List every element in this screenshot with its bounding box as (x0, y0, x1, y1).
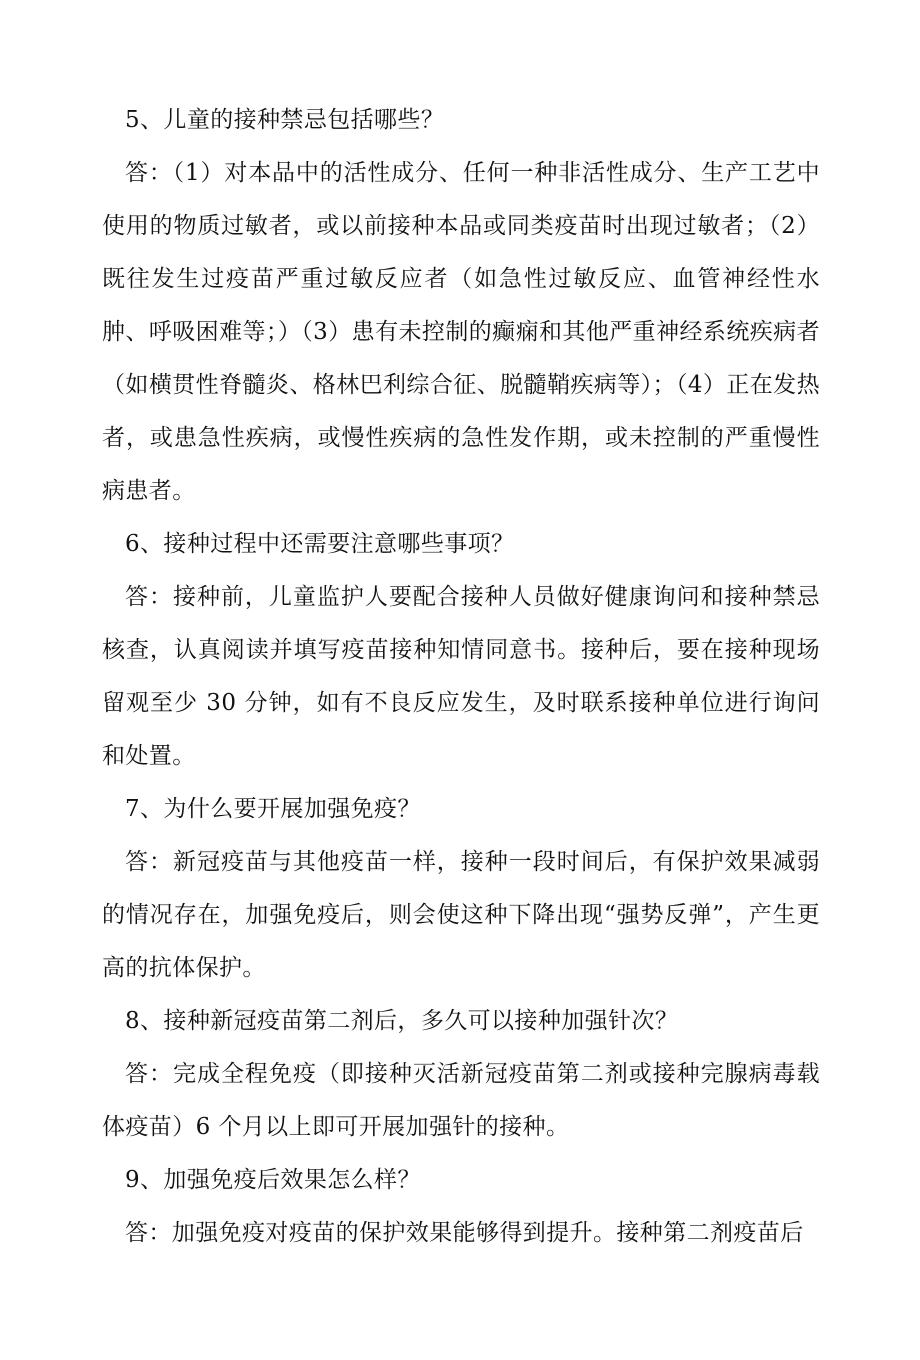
qa-item-7 (102, 783, 820, 995)
answer-7: 答：新冠疫苗与其他疫苗一样，接种一段时间后，有保护效果减弱的情况存在，加强免疫后，则会使这种下降出现“强势反弹”，产生更高的抗体保护。 (102, 849, 820, 981)
answer-9: 答：加强免疫对疫苗的保护效果能够得到提升。接种第二剂疫苗后 (125, 1220, 804, 1246)
answer-8: 答：完成全程免疫（即接种灭活新冠疫苗第二剂或接种完腺病毒载体疫苗）6 个月以上即可开展加强针的接种。 (102, 1061, 820, 1140)
question-9: 9、加强免疫后效果怎么样？ (125, 1167, 421, 1193)
answer-6: 答：接种前，儿童监护人要配合接种人员做好健康询问和接种禁忌核查，认真阅读并填写疫苗接种知情同意书。接种后，要在接种现场留观至少 30 分钟，如有不良反应发生，及时联系接种单位进行询问和处置。 (102, 584, 820, 769)
question-5: 5、儿童的接种禁忌包括哪些？ (125, 107, 445, 133)
qa-item-8 (102, 995, 820, 1154)
qa-item-5 (102, 94, 820, 518)
answer-5: 答：（1）对本品中的活性成分、任何一种非活性成分、生产工艺中使用的物质过敏者，或以前接种本品或同类疫苗时出现过敏者；（2）既往发生过疫苗严重过敏反应者（如急性过敏反应、血管神经性水肿、呼吸困难等；）（3）患有未控制的癫痫和其他严重神经系统疾病者（如横贯性脊髓炎、格林巴利综合征、脱髓鞘疾病等）；（4）正在发热者，或患急性疾病，或慢性疾病的急性发作期，或未控制的严重慢性病患者。 (102, 160, 820, 504)
question-6: 6、接种过程中还需要注意哪些事项？ (125, 531, 515, 557)
qa-item-9 (102, 1154, 820, 1260)
question-8: 8、接种新冠疫苗第二剂后，多久可以接种加强针次？ (125, 1008, 679, 1034)
qa-item-6 (102, 518, 820, 783)
question-7: 7、为什么要开展加强免疫？ (125, 796, 421, 822)
